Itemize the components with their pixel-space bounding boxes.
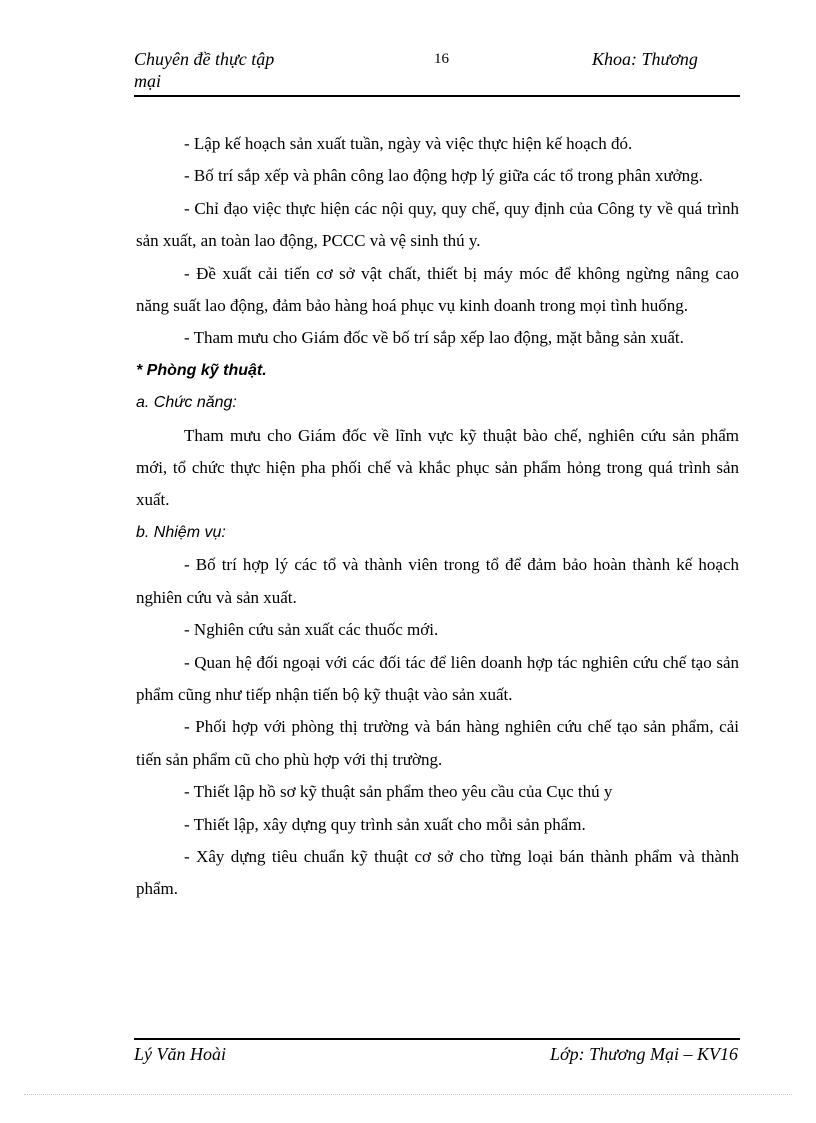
body-paragraph: - Đề xuất cải tiến cơ sở vật chất, thiết bị máy móc để không ngừng nâng cao năng suất lao động, đảm bảo hàng hoá phục vụ kinh doanh trong mọi tình huống. <box>136 263 739 316</box>
page-number: 16 <box>434 51 449 67</box>
body-paragraph: - Tham mưu cho Giám đốc về bố trí sắp xếp lao động, mặt bằng sản xuất. <box>184 328 684 348</box>
body-paragraph: - Bố trí sắp xếp và phân công lao động hợp lý giữa các tổ trong phân xưởng. <box>184 166 703 186</box>
page-bottom-dotted-line <box>24 1094 792 1095</box>
subheading-function: a. Chức năng: <box>136 394 237 412</box>
body-paragraph: - Xây dựng tiêu chuẩn kỹ thuật cơ sở cho từng loại bán thành phẩm và thành phẩm. <box>136 846 739 899</box>
body-paragraph: - Thiết lập, xây dựng quy trình sản xuất cho mỗi sản phẩm. <box>184 814 586 834</box>
footer-divider <box>134 1038 740 1040</box>
section-heading: * Phòng kỹ thuật. <box>136 361 267 379</box>
body-paragraph: - Lập kế hoạch sản xuất tuần, ngày và việc thực hiện kế hoạch đó. <box>184 134 633 153</box>
body-paragraph: - Bố trí hợp lý các tổ và thành viên trong tổ để đảm bảo hoàn thành kế hoạch nghiên cứu và sản xuất. <box>136 555 739 607</box>
header-right-title: Khoa: Thương <box>592 49 698 69</box>
body-paragraph: - Phối hợp với phòng thị trường và bán hàng nghiên cứu chế tạo sản phẩm, cải tiến sản phẩm cũ cho phù hợp với thị trường. <box>136 717 739 769</box>
body-paragraph: - Nghiên cứu sản xuất các thuốc mới. <box>184 620 439 640</box>
subheading-duties: b. Nhiệm vụ: <box>136 523 226 541</box>
header-divider <box>134 95 740 97</box>
header-left-title: Chuyên đề thực tập mại <box>134 49 275 91</box>
document-body <box>136 128 739 906</box>
footer-author: Lý Văn Hoài <box>134 1044 226 1064</box>
body-paragraph: - Quan hệ đối ngoại với các đối tác để liên doanh hợp tác nghiên cứu chế tạo sản phẩm cũng như tiếp nhận tiến bộ kỹ thuật vào sản xuất. <box>136 652 739 704</box>
body-paragraph: Tham mưu cho Giám đốc về lĩnh vực kỹ thuật bào chế, nghiên cứu sản phẩm mới, tổ chức thực hiện pha phối chế và khắc phục sản phẩm hỏng trong quá trình sản xuất. <box>136 425 739 510</box>
body-paragraph: - Chỉ đạo việc thực hiện các nội quy, quy chế, quy định của Công ty về quá trình sản xuất, an toàn lao động, PCCC và vệ sinh thú y. <box>136 198 739 251</box>
footer-class: Lớp: Thương Mại – KV16 <box>549 1044 738 1064</box>
body-paragraph: - Thiết lập hồ sơ kỹ thuật sản phẩm theo yêu cầu của Cục thú y <box>184 782 613 802</box>
